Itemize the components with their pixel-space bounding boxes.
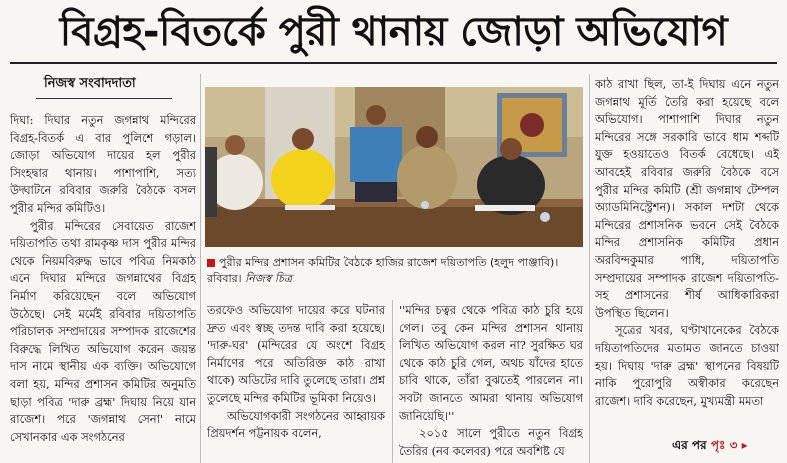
paragraph: কাঠ রাখা ছিল, তা-ই দিঘায় এনে নতুন জগন্নাথ মূর্তি তৈরি করা হয়েছে বলে অভিযোগ। পাশাপাশি দিঘার নতুন মন্দিরের সঙ্গে সরকারি ভাবে ধাম শব্দটি যুক্ত হওয়াতেও বিতর্ক বেধেছে। এই আবহেই রবিবার জরুরি বৈঠকে বসে পুরীর মন্দির কমিটি (শ্রী জগন্নাথ টেম্পল অ্যাডমিনিস্ট্রেশন)। সকাল দশটা থেকে মন্দিরের প্রশাসনিক ভবনে সেই বৈঠকে মন্দির প্রশাসনিক কমিটির প্রধান অরবিন্দকুমার পাধি, দয়িতাপতি সম্প্রদায়ের সম্পাদক রাজেশ দয়িতাপতি-সহ প্রশাসনের শীর্ষ আধিকারিকরা উপস্থিত ছিলেন। [595,77,779,320]
byline: নিজস্ব সংবাদদাতা [44,76,136,91]
paragraph: সূত্রের খবর, ঘণ্টাখানেকের বৈঠকে দয়িতাপতিদের মতামত জানতে চাওয়া হয়। দিঘায় 'দারু ব্রহ্ম' স্থাপনের বিষয়টি নাকি পুরোপুরি অস্বীকার করেছেন রাজেশ। দাবি করেছেন, মুখ্যমন্ত্রী মমতা [595,323,779,408]
arrow-right-icon: ▸ [741,438,748,452]
headline-rule [10,62,777,64]
caption-marker [207,259,215,267]
headline-block [0,0,787,64]
column-divider [589,74,590,463]
news-photo [205,87,583,247]
article-column-4 [595,76,779,434]
photo-credit: নিজস্ব চিত্র [245,272,293,285]
column-divider [200,74,201,463]
photo-caption [207,255,583,287]
paragraph: ২০১৫ সালে পুরীতে নতুন বিগ্রহ তৈরির (নব কলেবর) পরে অবশিষ্ট যে [399,426,583,458]
continue-text: এর পর [672,438,707,452]
paragraph: অভিযোগকারী সংগঠনের আহ্বায়ক প্রিয়দর্শন পট্টনায়ক বলেন, [207,408,385,441]
photo-illustration [205,87,583,247]
column-divider [392,300,393,463]
paragraph: দিঘা: দিঘার নতুন জগন্নাথ মন্দিরের বিগ্রহ-বিতর্ক এ বার পুলিশে গড়াল। জোড়া অভিযোগ দায়ের হল পুরীর সিংহদ্বার থানায়। পাশাপাশি, সত্য উদ্ঘাটনে রবিবার জরুরি বৈঠকে বসল পুরীর মন্দির কমিটিও। [10,113,196,215]
paragraph: তরফেও অভিযোগ দায়ের করে ঘটনার দ্রুত এবং স্বচ্ছ তদন্ত দাবি করা হয়েছে। 'দারু-ঘর' (মন্দিরের যে অংশে বিগ্রহ নির্মাণের পরে অতিরিক্ত কাঠ রাখা থাকে) অডিটের দাবি তুলেছে তারা। প্রশ্ন তুলেছে মন্দির কমিটির ভূমিকা নিয়েও। [207,303,385,405]
continue-page: পৃঃ ৩ [710,438,738,452]
paragraph: পুরীর মন্দিরের সেবায়েত রাজেশ দয়িতাপতি তথা রামকৃষ্ণ দাস পুরীর মন্দির থেকে নিয়মবিরুদ্ধ ভাবে পবিত্র নিমকাঠ এনে দিঘার মন্দিরে জগন্নাথের বিগ্রহ নির্মাণ করিয়েছেন বলে অভিযোগ উঠেছে। সেই মর্মেই রবিবার দয়িতাপতি পরিচালক সম্প্রদায়ের সম্পাদক রাজেশের বিরুদ্ধে লিখিত অভিযোগ করেন জয়ন্ত দাস নামে স্থানীয় এক ব্যক্তি। অভিযোগে বলা হয়, মন্দির প্রশাসন কমিটির অনুমতি ছাড়া পবিত্র 'দারু ব্রহ্ম' দিঘায় নিয়ে যান রাজেশ। পরে 'জগন্নাথ সেনা' নামে সেখানকার এক সংগঠনের [10,218,196,444]
caption-text: পুরীর মন্দির প্রশাসন কমিটির বৈঠকে হাজির রাজেশ দয়িতাপতি (হলুদ পাঞ্জাবি)। রবিবার। [207,256,559,285]
byline-rule [36,98,172,99]
continued-on-page [672,437,748,457]
article-column-1 [10,112,196,462]
article-column-2 [207,302,385,463]
paragraph: ''মন্দির চত্বর থেকে পবিত্র কাঠ চুরি হয়ে গেল। তবু কেন মন্দির প্রশাসন থানায় লিখিত অভিযোগ করল না? সুরক্ষিত ঘর থেকে কাঠ চুরি গেল, অথচ যাঁদের হাতে চাবি থাকে, তাঁরা বুঝতেই পারলেন না। সবটা জানতে আমরা থানায় অভিযোগ জানিয়েছি।'' [399,303,583,423]
article-column-3 [399,302,583,463]
headline: বিগ্রহ-বিতর্কে পুরী থানায় জোড়া অভিযোগ [59,9,728,55]
